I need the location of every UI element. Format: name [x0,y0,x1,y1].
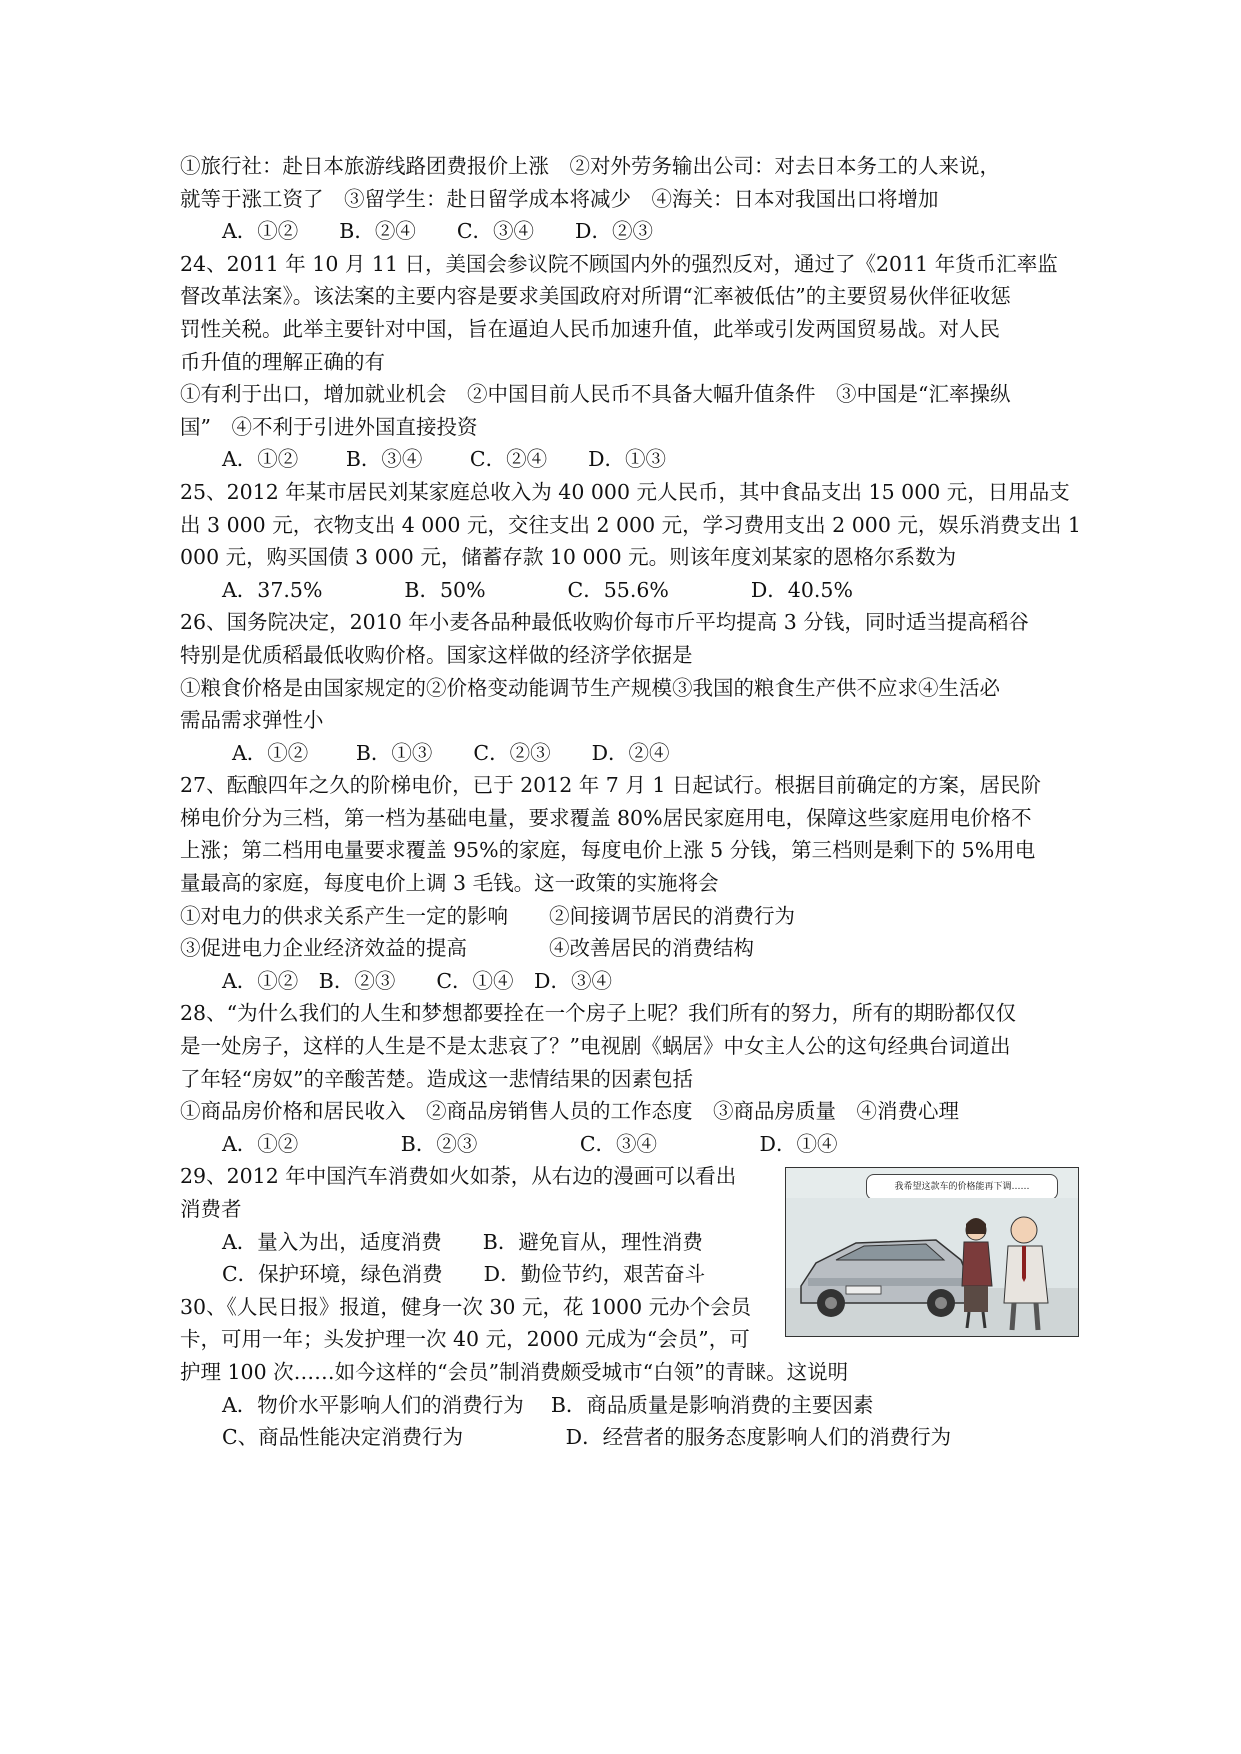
text-line: 出 3 000 元，衣物支出 4 000 元，交往支出 2 000 元，学习费用支出 2 000 元，娱乐消费支出 1 [180,512,1081,537]
text-line: 29、2012 年中国汽车消费如火如荼，从右边的漫画可以看出 [180,1164,737,1189]
text-line: 需品需求弹性小 [180,708,324,733]
text-line: 督改革法案》。该法案的主要内容是要求美国政府对所谓“汇率被低估”的主要贸易伙伴征收惩 [180,284,1011,309]
text-line: 24、2011 年 10 月 11 日，美国会参议院不顾国内外的强烈反对，通过了《2011 年货币汇率监 [180,251,1058,276]
text-line: 特别是优质稻最低收购价格。国家这样做的经济学依据是 [180,642,693,667]
text-line: 25、2012 年某市居民刘某家庭总收入为 40 000 元人民币，其中食品支出 15 000 元，日用品支 [180,479,1070,504]
text-line: 了年轻“房奴”的辛酸苦楚。造成这一悲情结果的因素包括 [180,1066,693,1091]
text-line: 护理 100 次……如今这样的“会员”制消费颇受城市“白领”的青睐。这说明 [180,1359,849,1384]
text-line: 30、《人民日报》报道，健身一次 30 元，花 1000 元办个会员 [180,1294,752,1319]
text-line: ①对电力的供求关系产生一定的影响 ②间接调节居民的消费行为 [180,903,795,928]
text-line: 上涨；第二档用电量要求覆盖 95%的家庭，每度电价上涨 5 分钱，第三档则是剩下的 5%用电 [180,838,1036,863]
text-line: 消费者 [180,1197,242,1221]
text-line: C．保护环境，绿色消费 D．勤俭节约，艰苦奋斗 [222,1262,706,1287]
text-line: A．①② B．②④ C．③④ D．②③ [222,219,653,244]
text-line: 000 元，购买国债 3 000 元，储蓄存款 10 000 元。则该年度刘某家的恩格尔系数为 [180,545,957,570]
text-line: 是一处房子，这样的人生是不是太悲哀了？”电视剧《蜗居》中女主人公的这句经典台词道出 [180,1034,1011,1059]
text-line: A．量入为出，适度消费 B．避免盲从，理性消费 [222,1229,703,1254]
text-line: 27、酝酿四年之久的阶梯电价，已于 2012 年 7 月 1 日起试行。根据目前确定的方案，居民阶 [180,773,1041,798]
text-line: A．37.5% B．50% C．55.6% D．40.5% [222,577,853,602]
text-line: 量最高的家庭，每度电价上调 3 毛钱。这一政策的实施将会 [180,871,719,896]
text-line: ①粮食价格是由国家规定的②价格变动能调节生产规模③我国的粮食生产供不应求④生活必 [180,675,1000,700]
car-cartoon-icon [786,1168,1078,1336]
text-line: 就等于涨工资了 ③留学生：赴日留学成本将减少 ④海关：日本对我国出口将增加 [180,186,939,211]
text-line: 梯电价分为三档，第一档为基础电量，要求覆盖 80%居民家庭用电，保障这些家庭用电价格不 [180,805,1032,830]
text-line: ①旅行社：赴日本旅游线路团费报价上涨 ②对外劳务输出公司：对去日本务工的人来说， [180,154,1000,178]
speech-bubble: 我希望这款车的价格能再下调…… [866,1174,1058,1200]
text-line: C、商品性能决定消费行为 D．经营者的服务态度影响人们的消费行为 [222,1425,952,1450]
text-line: ①有利于出口，增加就业机会 ②中国目前人民币不具备大幅升值条件 ③中国是“汇率操纵 [180,382,1011,407]
text-line: A．①② B．①③ C．②③ D．②④ [232,740,670,765]
text-line: 国” ④不利于引进外国直接投资 [180,414,478,439]
text-line: A．①② B．②③ C．③④ D．①④ [222,1131,838,1156]
text-line: 罚性关税。此举主要针对中国，旨在逼迫人民币加速升值，此举或引发两国贸易战。对人民 [180,316,1000,341]
cartoon-image [785,1167,1079,1337]
text-line: A．物价水平影响人们的消费行为 B．商品质量是影响消费的主要因素 [222,1392,874,1417]
text-line: 26、国务院决定，2010 年小麦各品种最低收购价每市斤平均提高 3 分钱，同时适当提高稻谷 [180,610,1029,635]
text-line: 卡，可用一年；头发护理一次 40 元，2000 元成为“会员”，可 [180,1327,750,1352]
text-line: ③促进电力企业经济效益的提高 ④改善居民的消费结构 [180,936,754,961]
text-line: A．①② B．③④ C．②④ D．①③ [222,447,667,472]
text-line: 28、“为什么我们的人生和梦想都要拴在一个房子上呢？我们所有的努力，所有的期盼都仅仅 [180,1001,1017,1026]
text-line: A．①② B．②③ C．①④ D．③④ [222,968,612,993]
text-line: ①商品房价格和居民收入 ②商品房销售人员的工作态度 ③商品房质量 ④消费心理 [180,1099,959,1124]
text-line: 币升值的理解正确的有 [180,349,385,374]
